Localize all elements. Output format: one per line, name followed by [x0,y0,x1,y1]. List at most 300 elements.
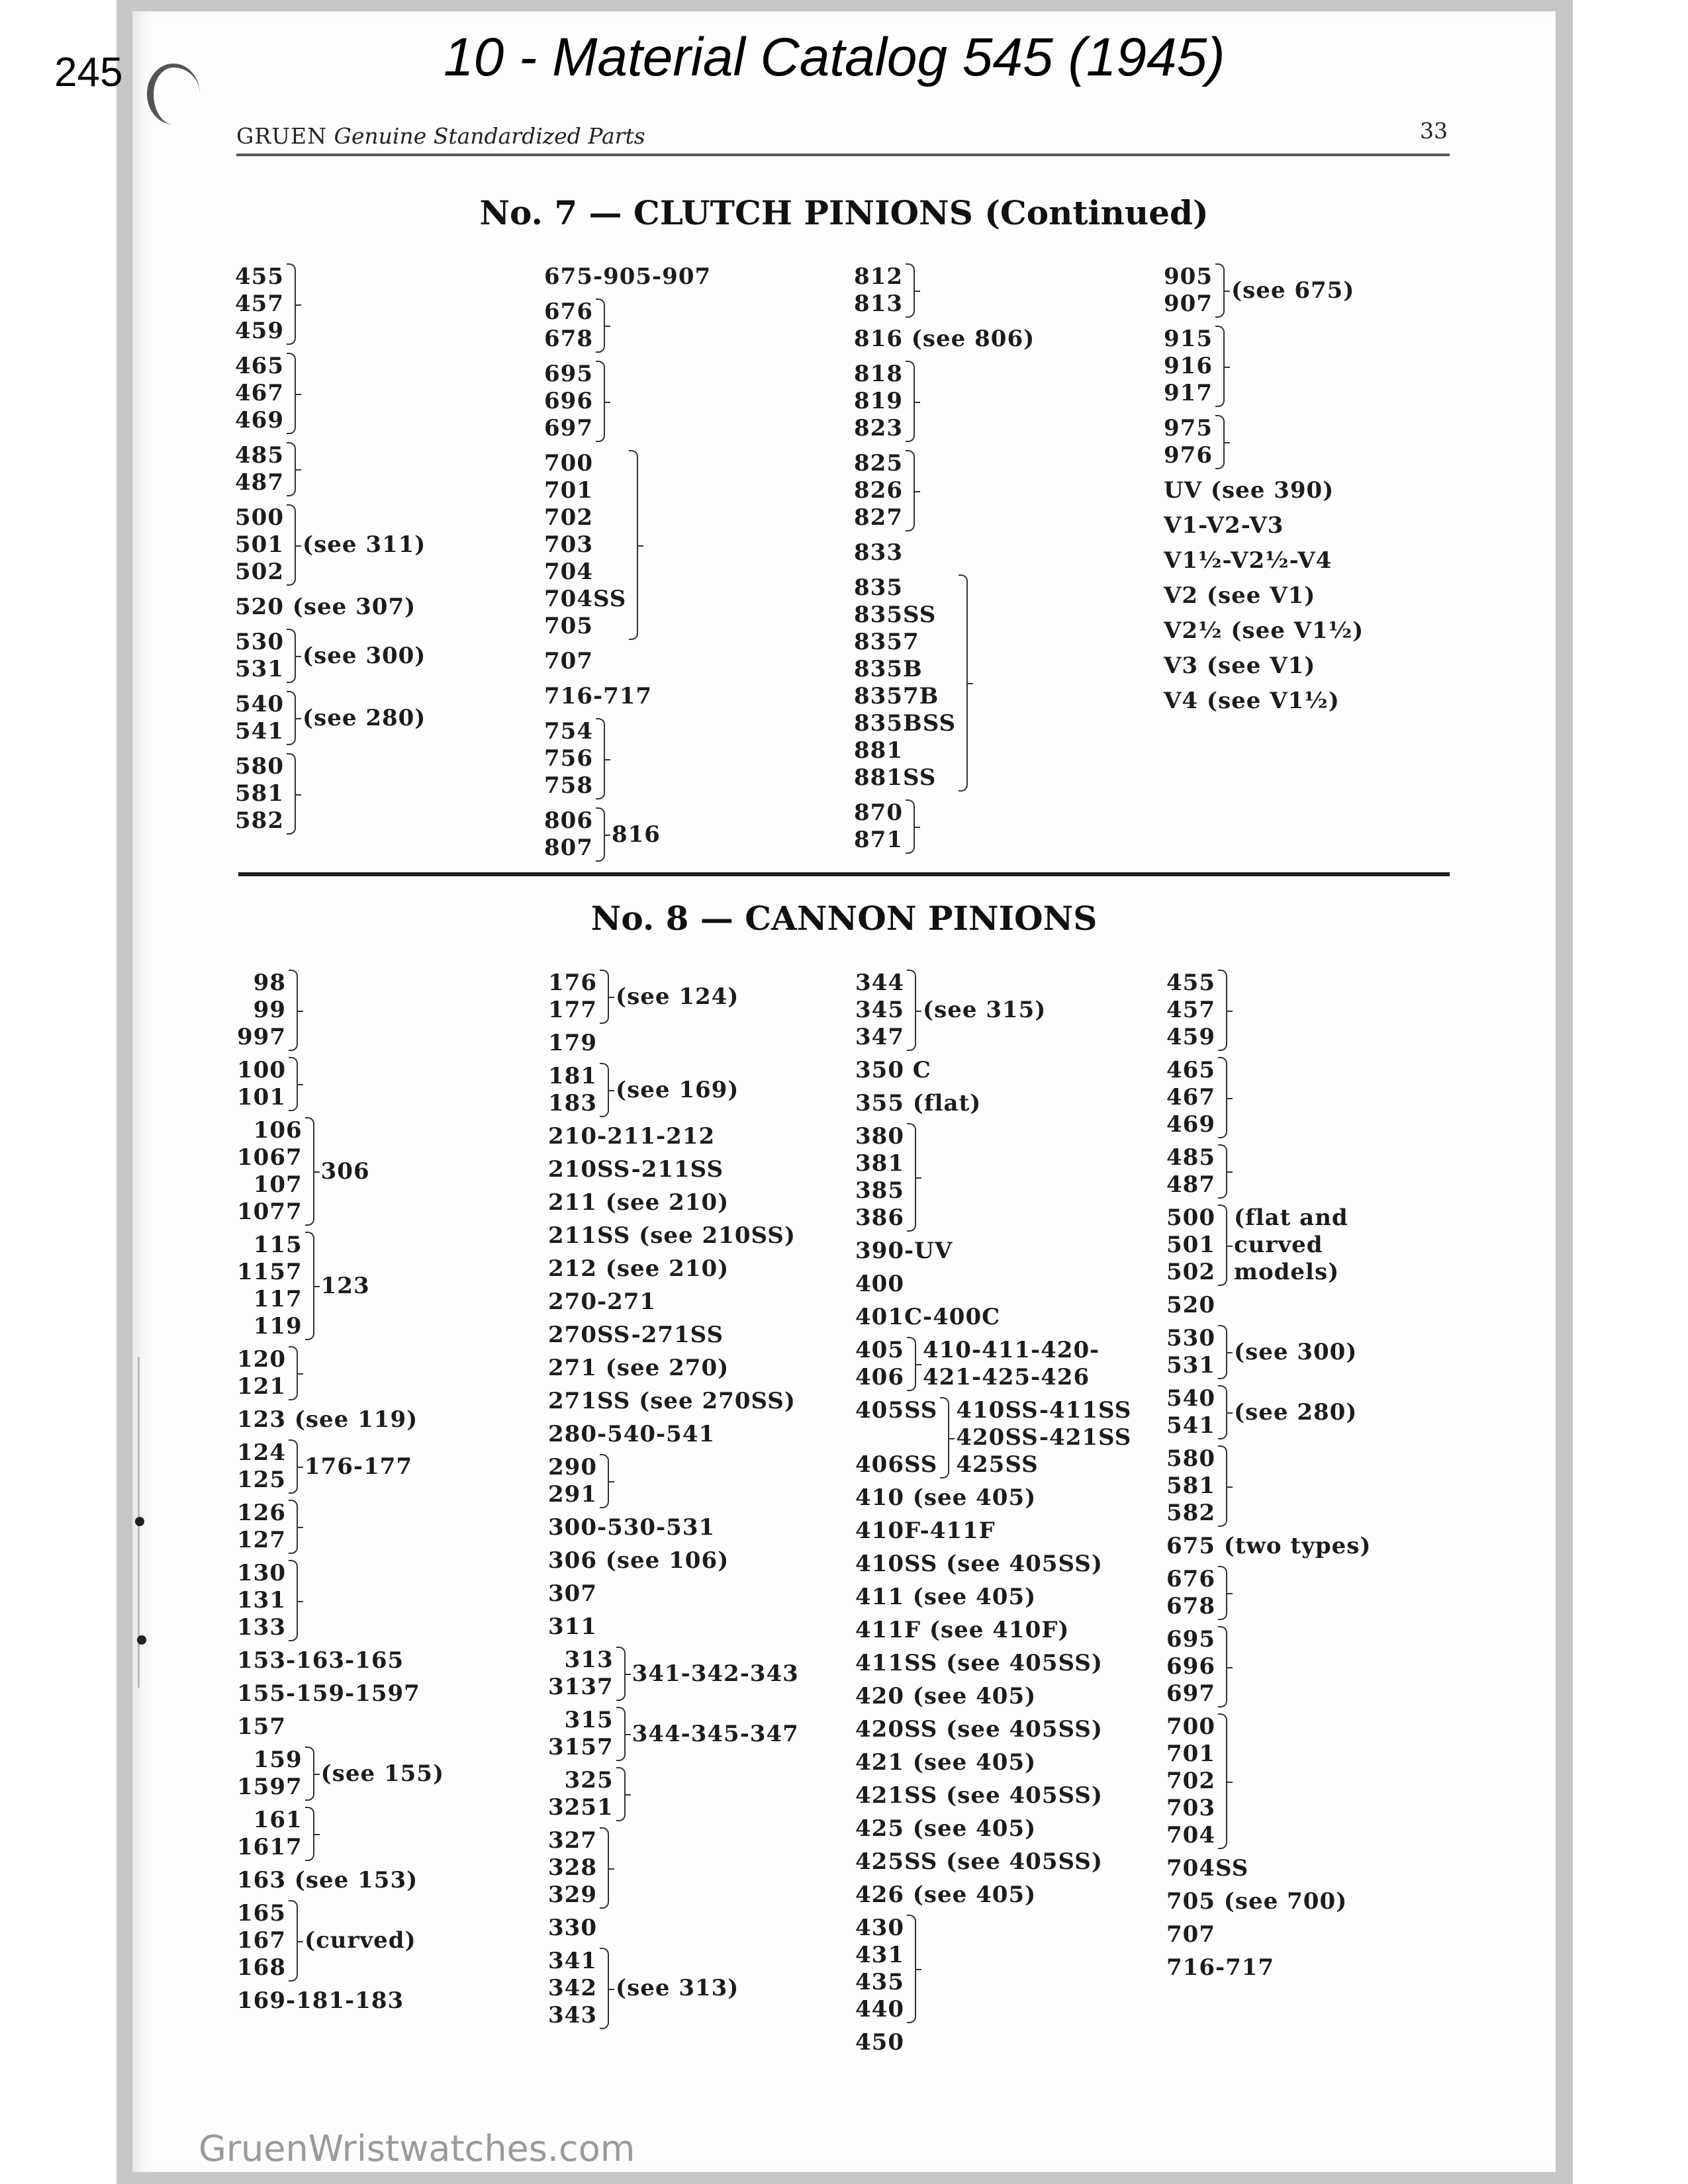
brace-icon [1218,1713,1227,1849]
part-entry [237,1713,541,1741]
brace-icon [1215,326,1225,407]
part-number: 121 [237,1373,286,1400]
part-entry [1164,653,1468,680]
part-number: 696 [544,388,593,414]
part-number: 702 [544,504,593,531]
part-number-group [237,1500,286,1554]
header-rule [236,154,1450,156]
part-entry [855,1815,1160,1843]
part-number: 165 [237,1900,286,1927]
part-number-group [855,970,904,1051]
part-number: 343 [548,2002,597,2028]
part-number: 425SS (see 405SS) [855,1848,1103,1875]
part-number: 835SS [854,602,937,628]
part-number: 997 [237,1024,286,1050]
part-number: 702 [1166,1768,1215,1794]
part-entry [237,1747,541,1801]
part-number: 120 [237,1346,286,1373]
part-number: 675 (two types) [1166,1533,1372,1559]
brand-name: GRUEN [236,123,327,149]
part-number: 280-540-541 [548,1421,716,1447]
part-number: 126 [237,1500,286,1526]
note-line: (see 155) [320,1760,445,1787]
brace-icon [596,718,605,799]
part-entry [237,1346,541,1400]
part-number: 342 [548,1975,597,2001]
part-number: 485 [1166,1144,1215,1171]
brace-icon [600,1063,609,1117]
part-number: 756 [544,745,593,772]
part-entry [548,1827,853,1909]
part-number-group [237,1117,303,1226]
part-entry [548,1454,853,1508]
part-number: 881 [854,737,903,764]
part-number: 411F (see 410F) [855,1617,1070,1643]
note-line: (see 675) [1231,277,1355,304]
part-number: 1597 [237,1774,303,1800]
group-note [632,1721,799,1748]
part-number: 3137 [548,1674,614,1700]
brace-icon [629,450,638,640]
part-number: 467 [1166,1084,1215,1111]
parts-column [855,970,1160,2062]
part-number: 705 (see 700) [1166,1888,1348,1915]
note-line: (see 311) [302,531,426,558]
part-entry [237,970,541,1051]
note-line: (curved) [304,1927,416,1954]
brace-icon [287,629,296,683]
part-number-group [548,1454,597,1508]
brace-icon [287,442,296,496]
part-number: 457 [1166,997,1215,1023]
part-number: 101 [237,1084,286,1111]
part-number-group [237,1900,286,1981]
part-entry [855,1749,1160,1776]
running-head-subtitle: Genuine Standardized Parts [334,123,645,149]
part-number: 531 [1166,1352,1215,1379]
part-entry [544,648,849,675]
part-number: 582 [1166,1500,1215,1526]
part-entry [548,1580,853,1608]
brace-icon [906,361,915,442]
note-line: 410-411-420- [922,1337,1100,1363]
part-entry [1166,1855,1471,1882]
brace-icon [1218,1057,1227,1138]
part-entry [855,1518,1160,1545]
part-number-group [237,970,286,1051]
part-number: 695 [1166,1626,1215,1653]
part-entry [854,539,1158,567]
part-number: 541 [1166,1412,1215,1439]
part-number: 707 [1166,1921,1215,1948]
part-number-group [548,1827,597,1909]
part-number: 421 (see 405) [855,1749,1037,1776]
part-entry [544,807,849,862]
part-number-group [855,1337,904,1391]
part-number-group [548,1707,614,1761]
part-number: 124 [237,1439,286,1466]
part-entry [855,1683,1160,1710]
note-line: (see 313) [615,1975,739,2001]
part-entry [1164,582,1468,610]
brace-icon [600,1454,609,1508]
page-number: 33 [1420,118,1448,144]
part-entry [855,1238,1160,1265]
part-number: 833 [854,539,903,566]
part-number: 816 (see 806) [854,326,1035,352]
part-number: 405SS [855,1397,938,1424]
part-number: 975 [1164,415,1213,441]
part-entry [548,1767,853,1821]
brace-icon [287,353,296,434]
part-number: 410SS (see 405SS) [855,1551,1103,1577]
part-number: 467 [235,380,284,406]
part-number: 290 [548,1454,597,1480]
part-number: 716-717 [544,683,653,709]
part-number: V1½-V2½-V4 [1164,547,1333,574]
brace-icon [940,1397,949,1479]
part-number-group [237,1807,303,1861]
part-entry [855,1584,1160,1611]
group-note [303,531,426,559]
part-entry [548,1030,853,1057]
part-number-group [855,1123,904,1232]
part-number: 678 [544,326,593,352]
part-number: 211SS (see 210SS) [548,1222,796,1249]
part-number: 435 [855,1969,904,1995]
brace-icon [1215,415,1225,469]
parts-column [1164,263,1468,723]
part-number-group [1166,1713,1215,1849]
group-note [616,1077,739,1104]
part-number: 704SS [544,586,627,612]
part-number: 106 [253,1117,303,1144]
part-number: 307 [548,1580,597,1607]
part-number: 421SS (see 405SS) [855,1782,1103,1809]
group-note [1231,277,1354,304]
brace-icon [289,970,298,1051]
brace-icon [1218,1566,1227,1620]
part-number: 271 (see 270) [548,1355,729,1381]
part-number: 704 [544,559,593,585]
brace-icon [616,1647,626,1701]
part-number: V2 (see V1) [1164,582,1316,609]
part-number: V4 (see V1½) [1164,688,1340,714]
part-entry [548,1189,853,1216]
part-number: 465 [235,353,284,379]
part-number: 425 (see 405) [855,1815,1037,1842]
part-entry [237,1500,541,1554]
part-number: 870 [854,799,903,826]
brace-icon [289,1900,298,1981]
part-entry [548,1255,853,1283]
part-entry [544,450,849,640]
part-number-group [1164,326,1213,407]
part-number: 155-159-1597 [237,1680,420,1707]
brace-icon [287,263,296,345]
part-number: 703 [544,531,593,558]
part-entry [235,504,539,586]
brace-icon [1218,1144,1227,1199]
part-number-group [237,1232,303,1340]
note-line: 344-345-347 [632,1720,799,1747]
part-number: 329 [548,1882,597,1908]
brace-icon [1218,1205,1227,1286]
part-number-group [544,450,626,640]
group-note [305,1927,416,1954]
part-number-group [237,1747,303,1801]
brace-icon [1218,1325,1227,1379]
part-entry [854,361,1158,442]
group-note [632,1661,799,1688]
part-entry [854,450,1158,531]
part-entry [855,1337,1160,1391]
part-number-group [855,1397,937,1479]
part-number: 420 (see 405) [855,1683,1037,1709]
part-number: 176 [548,970,597,996]
part-number: 675-905-907 [544,263,712,290]
part-number: UV (see 390) [1164,477,1335,504]
part-number: 212 (see 210) [548,1255,729,1282]
part-number-group [854,450,903,531]
part-number: 455 [235,263,284,290]
part-number: 410 (see 405) [855,1484,1037,1511]
brace-icon [907,1337,916,1391]
part-number: 3251 [548,1794,614,1821]
part-entry [548,1647,853,1701]
brace-icon [287,753,296,835]
part-number: 487 [235,469,284,496]
part-number: 881SS [854,764,937,791]
part-number: 871 [854,827,903,853]
part-number: 827 [854,504,903,531]
part-number: 1077 [237,1199,303,1225]
part-number: 431 [855,1942,904,1968]
note-line: 410SS-411SS [956,1397,1132,1424]
note-line: 341-342-343 [632,1660,799,1687]
part-number: 183 [548,1090,597,1116]
part-entry [1166,1325,1471,1379]
part-number: 580 [235,753,284,780]
document-title: 10 - Material Catalog 545 (1945) [444,27,1225,87]
part-number: 581 [1166,1473,1215,1499]
part-number: 167 [237,1927,286,1954]
note-line: (see 300) [1233,1338,1358,1365]
part-number: 465 [1166,1057,1215,1083]
part-number: 330 [548,1915,597,1941]
part-number: 406 [855,1364,904,1390]
part-entry [544,361,849,442]
part-number: 168 [237,1954,286,1981]
part-number: 271SS (see 270SS) [548,1388,796,1414]
part-number-group [548,1063,597,1117]
part-number: 125 [237,1467,286,1493]
brace-icon [1218,1385,1227,1439]
part-entry [854,263,1158,318]
part-number: 390-UV [855,1238,953,1264]
part-entry [548,1123,853,1150]
part-number: 386 [855,1205,904,1231]
part-entry [237,1987,541,2015]
part-number-group [854,574,956,792]
part-entry [855,1090,1160,1117]
part-number: 823 [854,415,903,441]
part-number-group [544,807,593,862]
part-number: 161 [253,1807,303,1833]
part-number: 540 [1166,1385,1215,1412]
part-entry [237,1867,541,1894]
part-number: 502 [1166,1259,1215,1285]
note-line: 425SS [956,1451,1039,1478]
part-number-group [548,970,597,1024]
note-line: 176-177 [304,1453,413,1480]
part-entry [548,1707,853,1761]
part-number: 701 [544,477,593,504]
part-number: 291 [548,1481,597,1508]
part-number: 678 [1166,1593,1215,1619]
part-number: 3157 [548,1734,614,1760]
part-entry [1164,512,1468,539]
sheet-number: 245 [54,50,123,95]
brace-icon [1218,970,1227,1051]
brace-icon [305,1232,314,1340]
part-entry [855,1271,1160,1298]
part-number: 8357B [854,683,939,709]
part-number: 907 [1164,291,1213,317]
part-entry [235,594,539,621]
part-entry [237,1439,541,1494]
part-entry [855,1484,1160,1512]
part-entry [548,1289,853,1316]
section-title-clutch-pinions: No. 7 — CLUTCH PINIONS (Continued) [479,193,1209,232]
part-entry [854,799,1158,854]
group-note [612,821,661,848]
brace-icon [289,1500,298,1554]
part-number-group [544,718,593,799]
group-note [303,705,426,732]
part-number: 806 [544,807,593,834]
part-entry [1166,970,1471,1051]
part-number: 582 [235,807,284,834]
part-entry [1166,1292,1471,1319]
part-number: 426 (see 405) [855,1882,1037,1908]
part-number: 328 [548,1854,597,1881]
brace-icon [1215,263,1225,318]
part-number: 915 [1164,326,1213,352]
part-number: 119 [253,1313,303,1340]
part-number: V3 (see V1) [1164,653,1316,679]
group-note [321,1760,444,1788]
brace-icon [906,799,915,854]
part-entry [544,718,849,799]
part-entry [237,1057,541,1111]
part-entry [548,1388,853,1415]
part-entry [855,1716,1160,1743]
brace-icon [600,970,609,1024]
note-line: (flat and [1233,1205,1348,1231]
part-number-group [548,1948,597,2029]
part-entry [1166,1533,1471,1560]
part-number-group [235,442,284,496]
part-number: 131 [237,1587,286,1614]
note-line: (see 280) [1233,1398,1358,1426]
part-number-group [854,263,903,318]
part-number: 327 [548,1827,597,1854]
part-number: 707 [544,648,593,674]
part-number: 1617 [237,1834,303,1860]
part-number: 758 [544,772,593,799]
group-note [1234,1399,1357,1426]
part-entry [855,1304,1160,1331]
brace-icon [616,1707,626,1761]
part-number: V2½ (see V1½) [1164,617,1364,644]
part-number-group [544,298,593,353]
part-number: 380 [855,1123,904,1150]
part-number-group [1166,1626,1215,1707]
part-entry [544,263,849,291]
part-number: 455 [1166,970,1215,996]
part-number: 100 [237,1057,286,1083]
part-number: 540 [235,691,284,717]
part-entry [237,1807,541,1861]
brace-icon [289,1346,298,1400]
brace-icon [287,691,296,745]
part-number-group [1164,415,1213,469]
part-number: 700 [1166,1713,1215,1740]
part-number-group [854,799,903,854]
part-number: 157 [237,1713,286,1740]
part-number: 344 [855,970,904,996]
note-line: (see 315) [922,997,1047,1023]
part-entry [548,1156,853,1183]
part-entry [237,1232,541,1340]
part-number: 306 (see 106) [548,1547,729,1574]
part-number: 916 [1164,353,1213,379]
part-number: 469 [1166,1111,1215,1138]
part-entry [548,1915,853,1942]
part-number: 381 [855,1150,904,1177]
part-entry [855,1848,1160,1876]
part-number: 315 [564,1707,614,1733]
part-number: 385 [855,1177,904,1204]
part-number: 123 (see 119) [237,1406,418,1433]
part-number-group [854,361,903,442]
part-number: 430 [855,1915,904,1941]
part-number: 406SS [855,1451,938,1478]
part-number: 835B [854,656,923,682]
part-number: 210SS-211SS [548,1156,724,1183]
part-number-group [235,691,284,745]
part-number: 163 (see 153) [237,1867,418,1893]
part-number: 703 [1166,1795,1215,1821]
part-entry [237,1680,541,1707]
part-number: 835BSS [854,710,957,737]
brace-icon [907,1915,916,2023]
group-note [321,1158,370,1185]
part-entry [548,970,853,1024]
part-entry [1166,1626,1471,1707]
part-number: 459 [1166,1024,1215,1050]
brace-icon [289,1560,298,1641]
brace-icon [596,298,605,353]
part-entry [855,1123,1160,1232]
part-number-group [1166,1385,1215,1439]
part-number: 133 [237,1614,286,1641]
part-number: 300-530-531 [548,1514,716,1541]
brace-icon [600,1948,609,2029]
part-entry [235,353,539,434]
part-entry [855,1551,1160,1578]
